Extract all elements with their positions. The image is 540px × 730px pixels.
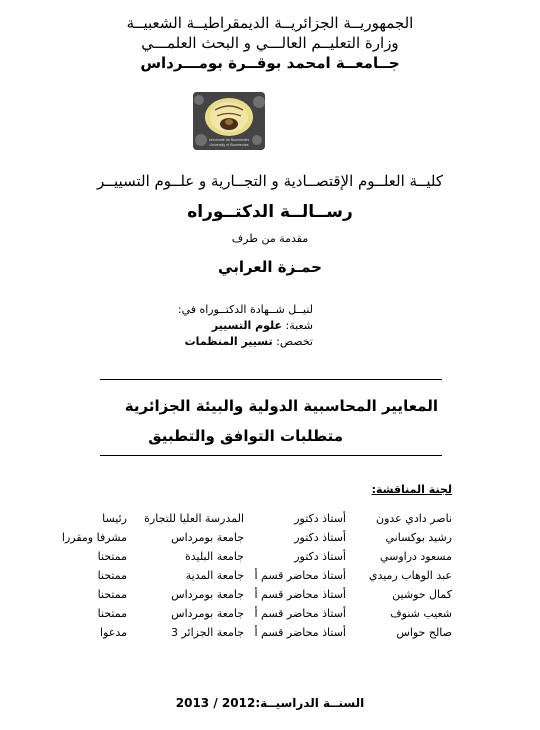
specialty-label: تخصص: [276, 335, 313, 348]
university-header: جــامعــة امحمد بوقــرة بومـــرداس [140, 54, 400, 72]
jury-row [0, 569, 540, 587]
title-top-rule [100, 379, 442, 380]
jury-role: ممتحنا [97, 569, 127, 582]
jury-institution: جامعة المدية [185, 569, 244, 582]
jury-name: صالح حواس [396, 626, 452, 639]
jury-rank: أستاذ محاضر قسم أ [254, 607, 346, 620]
thesis-type: رســالــة الدكتــوراه [187, 202, 353, 222]
jury-row [0, 588, 540, 606]
jury-name: مسعود دراوسي [379, 550, 452, 563]
degree-info [178, 302, 313, 350]
author-name: حمـزة العرابي [218, 258, 322, 276]
jury-row [0, 512, 540, 530]
presented-by-label: مقدمة من طرف [231, 232, 309, 245]
jury-role: ممتحنا [97, 588, 127, 601]
degree-specialty [178, 334, 313, 350]
thesis-title-line-2: متطلبات التوافق والتطبيق [148, 427, 343, 445]
jury-institution: المدرسة العليا للتجارة [144, 512, 244, 525]
jury-name: عبد الوهاب رميدي [368, 569, 452, 582]
jury-rank: أستاذ دكتور [294, 531, 346, 544]
jury-role: مشرفا ومقررا [61, 531, 127, 544]
degree-branch [178, 318, 313, 334]
thesis-title-line-1: المعايير المحاسبية الدولية والبيئة الجزائرية [124, 397, 438, 415]
ministry-header: وزارة التعليــم العالـــي و البحث العلمـــي [141, 34, 399, 52]
jury-name: ناصر دادي عدون [375, 512, 452, 525]
branch-value: علوم التسيير [211, 319, 283, 332]
jury-name: رشيد بوكساني [385, 531, 452, 544]
jury-role: مدعوا [100, 626, 127, 639]
jury-institution: جامعة بومرداس [171, 588, 244, 601]
jury-role: ممتحنا [97, 607, 127, 620]
jury-name: كمال حوشين [392, 588, 452, 601]
academic-year: السنــة الدراسيــة:2012 / 2013 [175, 696, 365, 710]
jury-institution: جامعة بومرداس [171, 531, 244, 544]
jury-institution: جامعة البليدة [185, 550, 244, 563]
jury-rank: أستاذ دكتور [294, 550, 346, 563]
republic-header: الجمهوريــة الجزائريــة الديمقراطيــة الشعبيــة [126, 14, 414, 32]
university-logo-graphic [193, 92, 265, 150]
jury-row [0, 531, 540, 549]
jury-role: رئيسا [102, 512, 127, 525]
jury-row [0, 607, 540, 625]
degree-intro: لنيــل شــهادة الدكتــوراه في: [177, 303, 313, 316]
jury-name: شعيب شنوف [390, 607, 452, 620]
jury-rank: أستاذ محاضر قسم أ [254, 626, 346, 639]
jury-row [0, 626, 540, 644]
jury-rank: أستاذ محاضر قسم أ [254, 588, 346, 601]
jury-rank: أستاذ دكتور [294, 512, 346, 525]
jury-role: ممتحنا [97, 550, 127, 563]
title-bottom-rule [100, 455, 442, 456]
jury-row [0, 550, 540, 568]
university-logo [193, 92, 265, 150]
jury-institution: جامعة بومرداس [171, 607, 244, 620]
logo-caption-1: Université de Boumerdès [208, 138, 250, 142]
jury-rank: أستاذ محاضر قسم أ [254, 569, 346, 582]
branch-label: شعبة: [285, 319, 313, 332]
logo-caption-2: University of Boumerdes [209, 143, 249, 147]
specialty-value: تسيير المنظمات [184, 335, 273, 348]
committee-heading: لجنة المناقشة: [371, 483, 452, 496]
faculty-name: كليــة العلــوم الإقتصــادية و التجــارية و علــوم التسييــر [96, 172, 444, 190]
jury-institution: جامعة الجزائر 3 [170, 626, 244, 639]
